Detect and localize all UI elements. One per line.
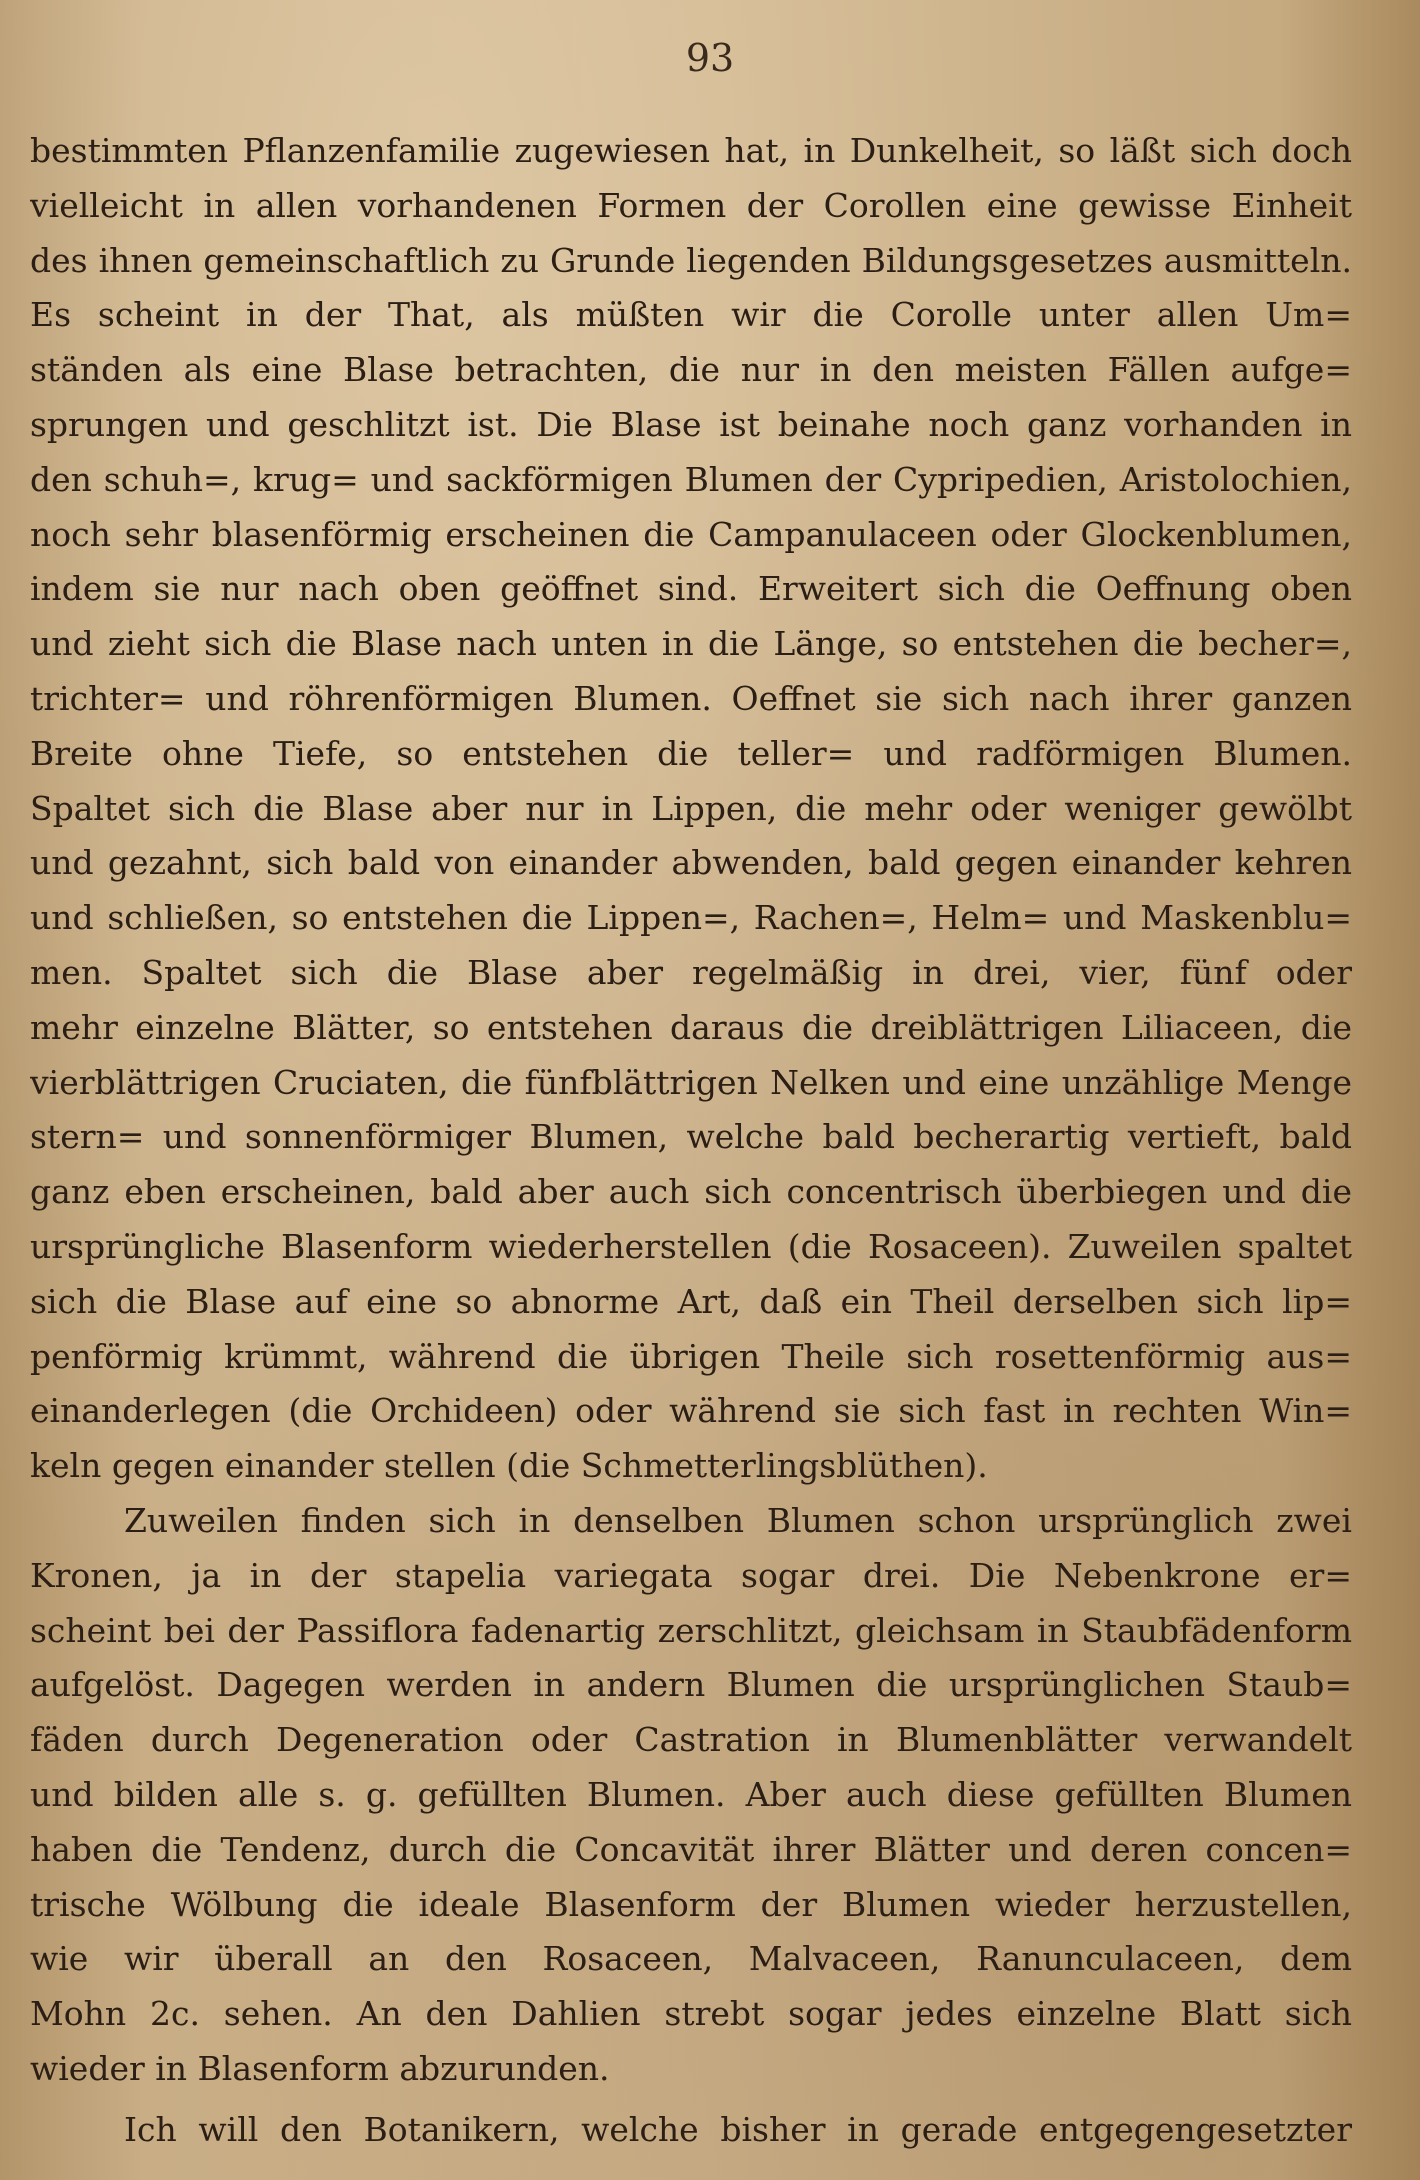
text-line: und gezahnt, sich bald von einander abwenden, bald gegen einander kehren	[30, 843, 1352, 883]
text-line: aufgelöst. Dagegen werden in andern Blumen die ursprünglichen Staub=	[30, 1665, 1352, 1705]
text-line: Spaltet sich die Blase aber nur in Lippen, die mehr oder weniger gewölbt	[30, 788, 1352, 828]
text-line: keln gegen einander stellen (die Schmetterlingsblüthen).	[30, 1446, 988, 1486]
text-line: sich die Blase auf eine so abnorme Art, daß ein Theil derselben sich lip=	[30, 1281, 1352, 1321]
paragraph-1	[30, 124, 1352, 1494]
text-line: trische Wölbung die ideale Blasenform der Blumen wieder herzustellen,	[30, 1884, 1352, 1924]
text-line: fäden durch Degeneration oder Castration in Blumenblätter verwandelt	[30, 1720, 1352, 1760]
text-line: Es scheint in der That, als müßten wir die Corolle unter allen Um=	[30, 295, 1352, 335]
text-line: men. Spaltet sich die Blase aber regelmäßig in drei, vier, fünf oder	[30, 952, 1352, 992]
text-line: und bilden alle s. g. gefüllten Blumen. Aber auch diese gefüllten Blumen	[30, 1774, 1352, 1814]
text-line: Zuweilen finden sich in denselben Blumen schon ursprünglich zwei	[124, 1500, 1352, 1540]
text-line: den schuh=, krug= und sackförmigen Blumen der Cypripedien, Aristolochien,	[30, 459, 1352, 499]
text-line: vielleicht in allen vorhandenen Formen der Corollen eine gewisse Einheit	[30, 185, 1352, 225]
text-line: mehr einzelne Blätter, so entstehen daraus die dreiblättrigen Liliaceen, die	[30, 1007, 1352, 1047]
text-line: haben die Tendenz, durch die Concavität ihrer Blätter und deren concen=	[30, 1829, 1352, 1869]
text-line: ganz eben erscheinen, bald aber auch sich concentrisch überbiegen und die	[30, 1172, 1352, 1212]
text-line: Mohn 2c. sehen. An den Dahlien strebt sogar jedes einzelne Blatt sich	[30, 1994, 1352, 2034]
text-line: noch sehr blasenförmig erscheinen die Campanulaceen oder Glockenblumen,	[30, 514, 1352, 554]
text-line: des ihnen gemeinschaftlich zu Grunde liegenden Bildungsgesetzes ausmitteln.	[30, 240, 1352, 280]
text-line: vierblättrigen Cruciaten, die fünfblättrigen Nelken und eine unzählige Menge	[30, 1062, 1352, 1102]
text-line: Ich will den Botanikern, welche bisher in gerade entgegengesetzter	[124, 2109, 1352, 2149]
text-line: penförmig krümmt, während die übrigen Theile sich rosettenförmig aus=	[30, 1336, 1352, 1376]
text-line: stern= und sonnenförmiger Blumen, welche bald becherartig vertieft, bald	[30, 1117, 1352, 1157]
text-line: und zieht sich die Blase nach unten in die Länge, so entstehen die becher=,	[30, 624, 1352, 664]
text-line: wieder in Blasenform abzurunden.	[30, 2048, 610, 2088]
body-text	[30, 124, 1352, 2157]
text-line: bestimmten Pflanzenfamilie zugewiesen hat, in Dunkelheit, so läßt sich doch	[30, 131, 1352, 170]
text-line: trichter= und röhrenförmigen Blumen. Oeffnet sie sich nach ihrer ganzen	[30, 678, 1352, 718]
text-line: Breite ohne Tiefe, so entstehen die teller= und radförmigen Blumen.	[30, 733, 1352, 773]
text-line: einanderlegen (die Orchideen) oder während sie sich fast in rechten Win=	[30, 1391, 1352, 1431]
paragraph-3	[30, 2103, 1352, 2158]
text-line: indem sie nur nach oben geöffnet sind. Erweitert sich die Oeffnung oben	[30, 569, 1352, 609]
text-line: und schließen, so entstehen die Lippen=, Rachen=, Helm= und Maskenblu=	[30, 898, 1352, 938]
text-line: sprungen und geschlitzt ist. Die Blase ist beinahe noch ganz vorhanden in	[30, 404, 1352, 444]
text-line: ständen als eine Blase betrachten, die nur in den meisten Fällen aufge=	[30, 350, 1352, 390]
text-line: ursprüngliche Blasenform wiederherstellen (die Rosaceen). Zuweilen spaltet	[30, 1226, 1352, 1266]
page-number: 93	[685, 36, 735, 80]
text-line: wie wir überall an den Rosaceen, Malvaceen, Ranunculaceen, dem	[30, 1939, 1352, 1979]
text-line: Kronen, ja in der stapelia variegata sogar drei. Die Nebenkrone er=	[30, 1555, 1352, 1595]
text-line: scheint bei der Passiflora fadenartig zerschlitzt, gleichsam in Staubfädenform	[30, 1610, 1352, 1650]
paragraph-2	[30, 1494, 1352, 2097]
